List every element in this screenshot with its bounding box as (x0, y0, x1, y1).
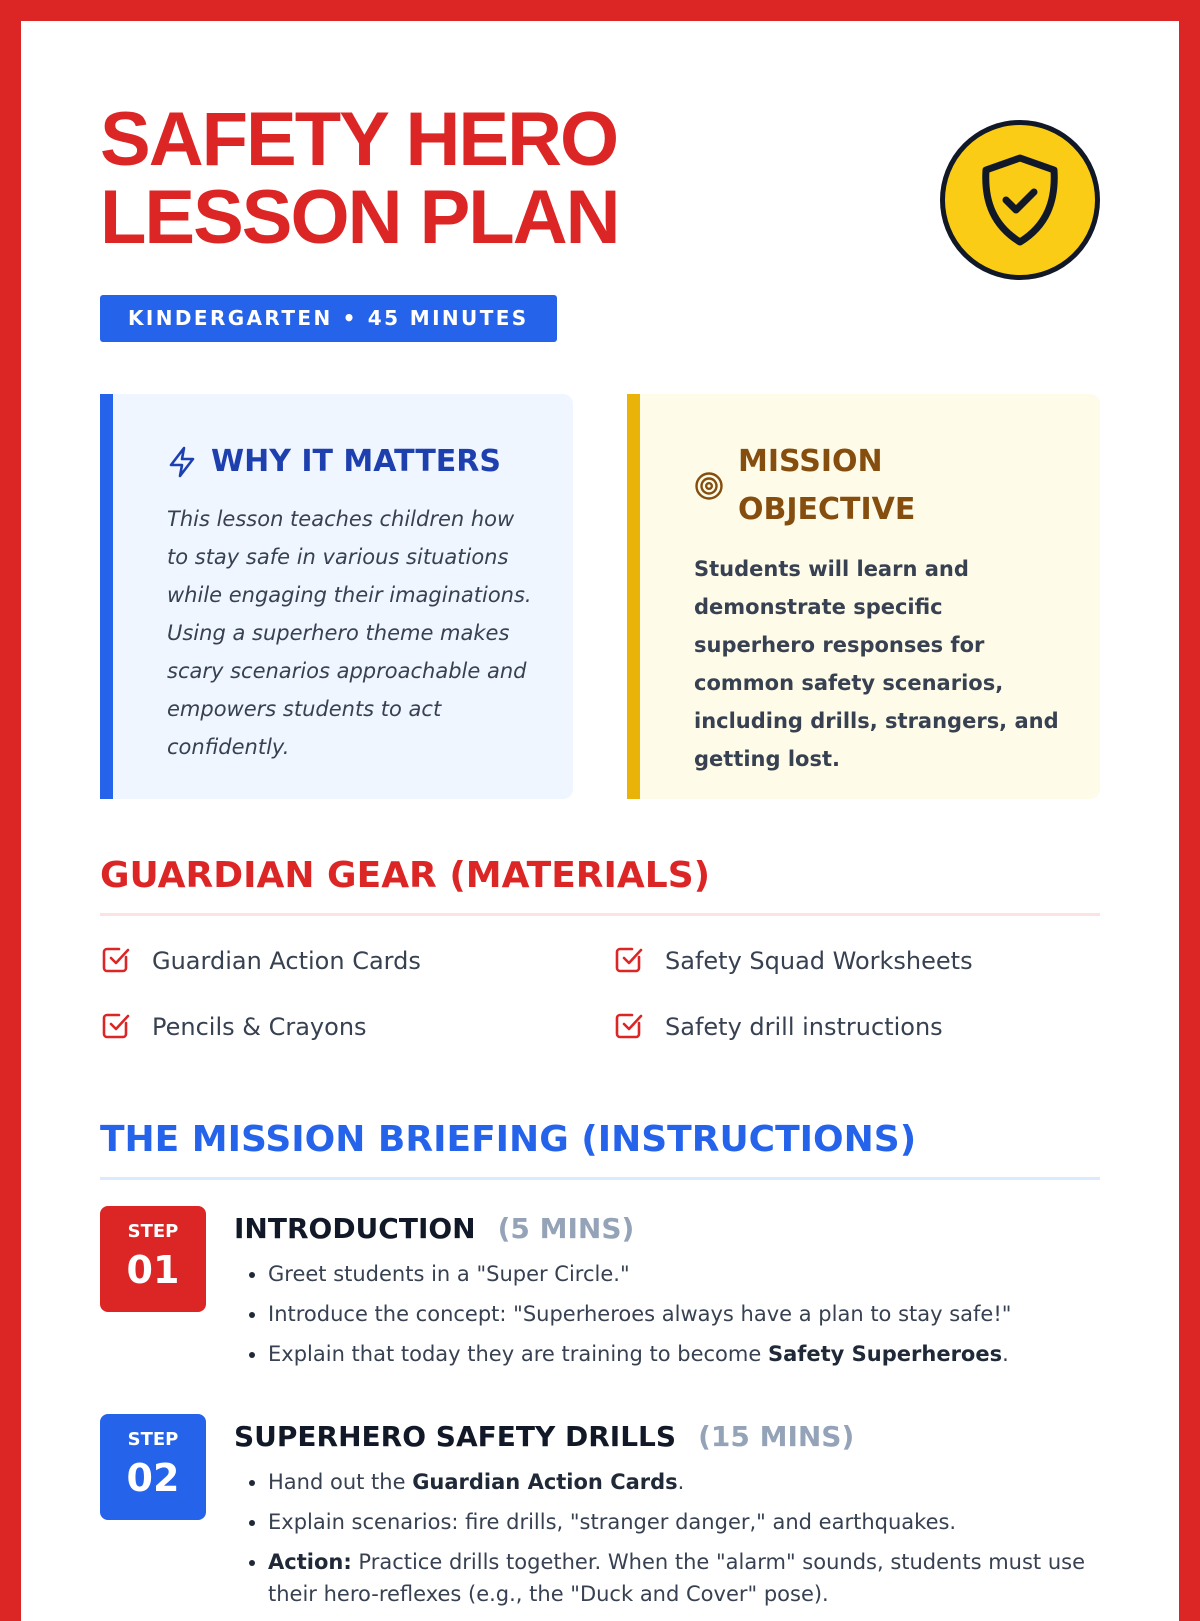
checkbox-checked-icon (100, 943, 132, 979)
checkbox-checked-icon (613, 943, 645, 979)
step-body (234, 1414, 1100, 1610)
material-item (613, 1008, 1100, 1046)
material-label: Guardian Action Cards (152, 947, 421, 975)
material-item (100, 1008, 613, 1046)
step-header (234, 1414, 1100, 1460)
bullet-emphasis: Safety Superheroes (767, 1342, 1003, 1366)
why-card-body: This lesson teaches children how to stay safe in various situations while engaging their imaginations. Using a superhero theme makes scary scenarios approachable and empowers students to act confidently. (167, 507, 532, 759)
step-bullets (268, 1462, 1100, 1610)
why-card-title: WHY IT MATTERS (211, 444, 501, 479)
step-header (234, 1206, 1100, 1252)
step-bullet (268, 1334, 1100, 1374)
step-duration: (15 MINS) (698, 1420, 855, 1453)
mission-card-body: Students will learn and demonstrate specific superhero responses for common safety scenarios, including drills, strangers, and getting lost. (694, 557, 1059, 771)
step-bullet: • Explain scenarios: fire drills, "stranger danger," and earthquakes. (268, 1502, 1100, 1542)
bullet-text: Practice drills together. When the "alarm" sounds, students must use their hero-reflexes (e.g., the "Duck and Cover" pose). (268, 1550, 1085, 1606)
steps-list (100, 1206, 1100, 1610)
step-2 (100, 1414, 1100, 1610)
instructions-section (100, 1117, 1100, 1621)
material-label: Pencils & Crayons (152, 1013, 367, 1041)
lesson-plan-page (21, 21, 1179, 1621)
lightning-icon (167, 438, 199, 486)
step-number-box (100, 1206, 206, 1312)
material-label: Safety Squad Worksheets (665, 947, 973, 975)
material-item (100, 942, 613, 980)
bullet-emphasis: Guardian Action Cards (412, 1470, 678, 1494)
step-word: STEP (127, 1429, 179, 1450)
why-card-header (167, 438, 533, 486)
shield-check-icon (940, 120, 1100, 280)
step-word: STEP (127, 1221, 179, 1242)
instructions-heading: THE MISSION BRIEFING (INSTRUCTIONS) (100, 1117, 1100, 1180)
page-content (100, 97, 1100, 1606)
step-bullet (268, 1462, 1100, 1502)
step-1 (100, 1206, 1100, 1374)
step-number: 01 (126, 1248, 180, 1292)
bullet-emphasis: Action: (268, 1550, 352, 1574)
step-number: 02 (126, 1456, 180, 1500)
step-bullet: • Greet students in a "Super Circle." (268, 1254, 1100, 1294)
title-line-1: SAFETY HERO (100, 97, 618, 182)
material-item (613, 942, 1100, 980)
step-number-box (100, 1414, 206, 1520)
mission-objective-card (627, 394, 1100, 799)
badge-separator: • (342, 306, 358, 330)
badge-duration: 45 MINUTES (367, 306, 529, 330)
step-duration: (5 MINS) (497, 1212, 635, 1245)
step-bullets (268, 1254, 1100, 1374)
checkbox-checked-icon (613, 1009, 645, 1045)
step-body (234, 1206, 1100, 1374)
mission-card-header (694, 438, 1060, 534)
bullet-text: Explain that today they are training to become (268, 1342, 768, 1366)
why-it-matters-card (100, 394, 573, 799)
header (100, 97, 1100, 401)
step-bullet: • Introduce the concept: "Superheroes always have a plan to stay safe!" (268, 1294, 1100, 1334)
step-title: SUPERHERO SAFETY DRILLS (234, 1420, 677, 1453)
step-title: INTRODUCTION (234, 1212, 476, 1245)
bullet-text: . (677, 1470, 685, 1494)
mission-card-title: MISSION OBJECTIVE (738, 444, 916, 527)
material-label: Safety drill instructions (665, 1013, 943, 1041)
bullet-text: Hand out the (268, 1470, 413, 1494)
intro-cards (100, 394, 1100, 799)
bullet-text: . (1002, 1342, 1009, 1366)
page-title (100, 97, 740, 260)
checkbox-checked-icon (100, 1009, 132, 1045)
materials-section (100, 853, 1100, 1046)
title-line-2: LESSON PLAN (100, 175, 619, 260)
materials-heading: GUARDIAN GEAR (MATERIALS) (100, 853, 1100, 916)
badge-grade: KINDERGARTEN (128, 306, 333, 330)
materials-list (100, 942, 1100, 1046)
target-icon (694, 438, 726, 534)
grade-duration-badge (100, 295, 557, 342)
